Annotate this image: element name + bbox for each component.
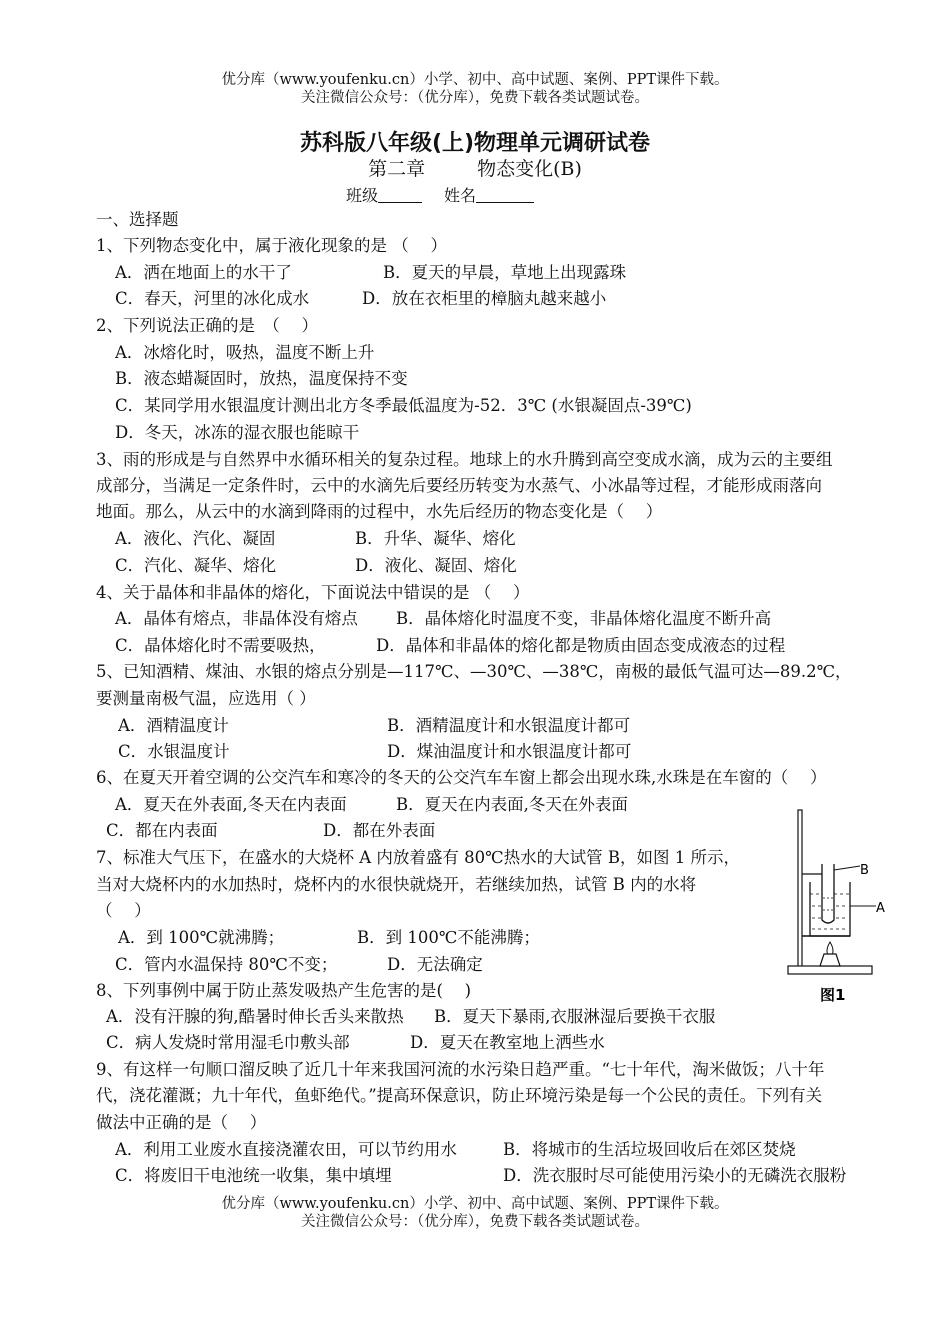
header-line-2: 关注微信公众号：（优分库），免费下载各类试题试卷。 — [301, 90, 649, 106]
label-b: B — [860, 863, 869, 878]
name-blank — [476, 186, 534, 203]
q8-option-a: A．没有汗腺的狗,酷暑时伸长舌头来散热 — [106, 1007, 404, 1026]
q5-option-a: A．酒精温度计 — [118, 716, 229, 735]
test-tube-b — [822, 864, 834, 923]
q5-option-b: B．酒精温度计和水银温度计都可 — [387, 716, 631, 735]
chapter-name: 物态变化(B) — [477, 158, 582, 180]
q1-stem: 1、下列物态变化中，属于液化现象的是 （ ） — [96, 236, 447, 255]
chapter-label: 第二章 — [368, 158, 426, 180]
footer-line-2: 关注微信公众号：（优分库），免费下载各类试题试卷。 — [301, 1214, 649, 1230]
q3-stem-1: 3、雨的形成是与自然界中水循环相关的复杂过程。地球上的水升腾到高空变成水滴，成为云的主要组 — [96, 450, 833, 469]
page-footer — [0, 1195, 950, 1231]
q7-stem-1: 7、标准大气压下，在盛水的大烧杯 A 内放着盛有 80℃热水的大试管 B，如图 1 所示， — [96, 848, 740, 867]
q8-option-d: D．夏天在教室地上洒些水 — [410, 1033, 605, 1052]
q3-option-a: A．液化、汽化、凝固 — [115, 529, 276, 548]
name-label: 姓名 — [444, 186, 477, 205]
q8-option-b: B．夏天下暴雨,衣服淋湿后要换干衣服 — [434, 1007, 716, 1026]
q5-stem-2: 要测量南极气温，应选用（ ） — [96, 689, 316, 708]
q3-stem-2: 成部分，当满足一定条件时，云中的水滴先后要经历转变为水蒸气、小冰晶等过程，才能形成雨落向 — [96, 476, 822, 495]
figure-caption: 图1 — [820, 986, 846, 1004]
q1-option-d: D．放在衣柜里的樟脑丸越来越小 — [362, 289, 607, 308]
q7-stem-2: 当对大烧杯内的水加热时，烧杯内的水很快就烧开，若继续加热，试管 B 内的水将 — [96, 875, 697, 894]
q6-stem: 6、在夏天开着空调的公交汽车和寒冷的冬天的公交汽车车窗上都会出现水珠,水珠是在车窗的（ ） — [96, 768, 827, 787]
q2-option-c: C．某同学用水银温度计测出北方冬季最低温度为-52．3℃ (水银凝固点-39℃) — [115, 396, 692, 415]
q7-option-a: A．到 100℃就沸腾； — [118, 928, 285, 947]
q8-stem: 8、下列事例中属于防止蒸发吸热产生危害的是( ) — [96, 981, 472, 1000]
q6-option-b: B．夏天在内表面,冬天在外表面 — [396, 795, 628, 814]
stand-rod — [798, 810, 802, 968]
exam-subtitle — [0, 154, 950, 181]
q7-option-c: C．管内水温保持 80℃不变； — [115, 955, 338, 974]
q3-option-c: C．汽化、凝华、熔化 — [115, 556, 277, 575]
q2-stem: 2、下列说法正确的是 （ ） — [96, 316, 318, 335]
exam-title: 苏科版八年级(上)物理单元调研试卷 — [299, 131, 651, 156]
q5-option-d: D．煤油温度计和水银温度计都可 — [387, 742, 632, 761]
q5-option-c: C．水银温度计 — [118, 742, 230, 761]
q4-option-b: B．晶体熔化时温度不变，非晶体熔化温度不断升高 — [396, 609, 772, 628]
beaker-test-tube-diagram — [780, 808, 892, 1008]
q3-stem-3: 地面。那么，从云中的水滴到降雨的过程中，水先后经历的物态变化是（ ） — [96, 502, 663, 521]
q9-stem-3: 做法中正确的是（ ） — [96, 1113, 267, 1132]
q5-stem-1: 5、已知酒精、煤油、水银的熔点分别是—117℃、—30℃、—38℃，南极的最低气温可达—89.2℃， — [96, 662, 852, 681]
q9-stem-2: 代，浇花灌溉；九十年代，鱼虾绝代。”提高环保意识，防止环境污染是每一个公民的责任。下列有关 — [96, 1086, 823, 1105]
q9-option-b: B．将城市的生活垃圾回收后在郊区焚烧 — [503, 1140, 796, 1159]
q6-option-a: A．夏天在外表面,冬天在内表面 — [115, 795, 347, 814]
q2-option-d: D．冬天，冰冻的湿衣服也能晾干 — [115, 423, 360, 442]
q4-option-a: A．晶体有熔点，非晶体没有熔点 — [115, 609, 358, 628]
class-name-line — [346, 183, 534, 206]
q1-option-b: B．夏天的早晨，草地上出现露珠 — [383, 263, 627, 282]
label-b-pointer — [834, 866, 860, 870]
q3-option-b: B．升华、凝华、熔化 — [355, 529, 516, 548]
class-label: 班级 — [346, 186, 379, 205]
q2-option-a: A．冰熔化时，吸热，温度不断上升 — [115, 343, 375, 362]
q9-option-d: D．洗衣服时尽可能使用污染小的无磷洗衣服粉 — [503, 1166, 847, 1185]
q2-option-b: B．液态蜡凝固时，放热，温度保持不变 — [115, 369, 408, 388]
q1-option-a: A．洒在地面上的水干了 — [115, 263, 292, 282]
q9-option-a: A．利用工业废水直接浇灌农田，可以节约用水 — [115, 1140, 457, 1159]
q9-option-c: C．将废旧干电池统一收集，集中填埋 — [115, 1166, 392, 1185]
q3-option-d: D．液化、凝固、熔化 — [355, 556, 517, 575]
footer-line-1: 优分库（www.youfenku.cn）小学、初中、高中试题、案例、PPT课件下载。 — [221, 1196, 729, 1212]
section-heading: 一、选择题 — [96, 210, 179, 229]
header-line-1: 优分库（www.youfenku.cn）小学、初中、高中试题、案例、PPT课件下载。 — [221, 72, 729, 88]
q4-option-c: C．晶体熔化时不需要吸热， — [115, 636, 326, 655]
q4-stem: 4、关于晶体和非晶体的熔化，下面说法中错误的是 （ ） — [96, 583, 530, 602]
q7-option-d: D．无法确定 — [387, 955, 483, 974]
q7-option-b: B．到 100℃不能沸腾； — [357, 928, 540, 947]
alcohol-lamp — [820, 954, 840, 966]
class-blank — [378, 186, 422, 203]
q6-option-d: D．都在外表面 — [323, 821, 436, 840]
q1-option-c: C．春天，河里的冰化成水 — [115, 289, 310, 308]
page-header — [0, 71, 950, 107]
q6-option-c: C．都在内表面 — [106, 821, 218, 840]
q7-stem-3: （ ） — [96, 901, 151, 920]
figure-1-apparatus — [780, 808, 892, 1008]
q9-stem-1: 9、有这样一句顺口溜反映了近几十年来我国河流的水污染日趋严重。“七十年代，淘米做饭；八十年 — [96, 1060, 825, 1079]
q4-option-d: D．晶体和非晶体的熔化都是物质由固态变成液态的过程 — [376, 636, 786, 655]
stand-base — [788, 966, 872, 974]
label-a: A — [876, 901, 885, 916]
q8-option-c: C．病人发烧时常用湿毛巾敷头部 — [106, 1033, 350, 1052]
